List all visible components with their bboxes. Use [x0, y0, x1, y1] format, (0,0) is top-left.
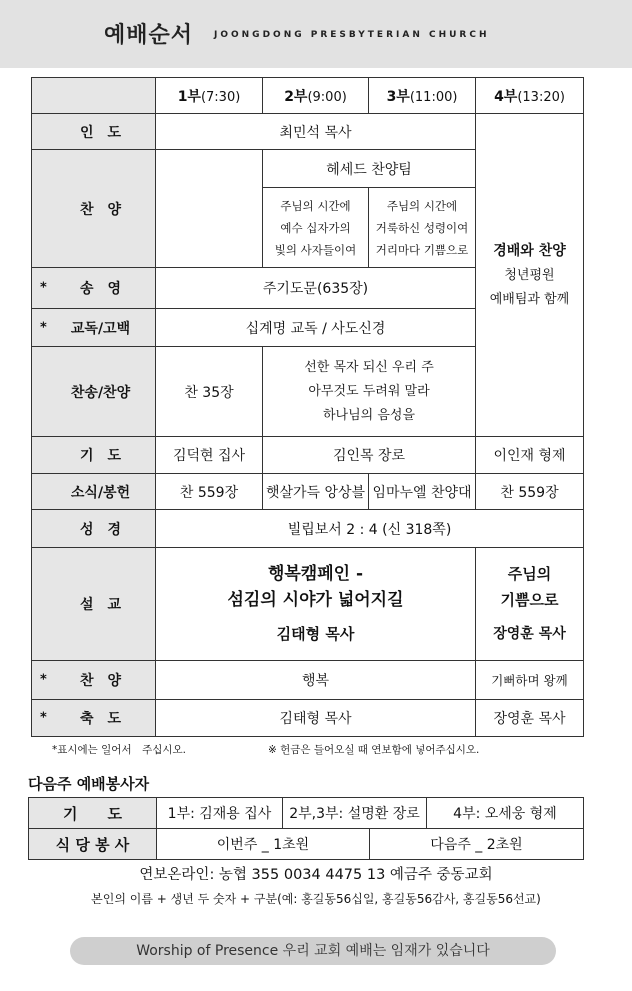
online-offering-info: 연보온라인: 농협 355 0034 4475 13 예금주 중동교회 [139, 867, 493, 883]
prayer-4: 이인재 형제 [476, 437, 584, 474]
page-title: 예배순서 [104, 23, 194, 48]
row-sermon [32, 548, 584, 661]
next-prayer-label: 기 도 [29, 798, 157, 829]
label-doxology: * 송 영 [32, 268, 156, 309]
service-4-header: 4부(13:20) [476, 78, 584, 114]
prayer-1: 김덕현 집사 [156, 437, 263, 474]
prayer-23: 김인목 장로 [263, 437, 476, 474]
offering-2: 햇살가득 앙상블 [263, 474, 369, 510]
label-benediction: * 축 도 [32, 700, 156, 737]
stand-note: *표시에는 일어서 주십시오. [52, 744, 186, 756]
scripture-value: 빌립보서 2 : 4 (신 318쪽) [156, 510, 584, 548]
benediction-4: 장영훈 목사 [476, 700, 584, 737]
offering-note: ※ 헌금은 들어오실 때 연보함에 넣어주십시오. [268, 744, 480, 756]
offering-4: 찬 559장 [476, 474, 584, 510]
sermon-main: 행복캠페인 - 섬김의 시야가 넓어지길 김태형 목사 [156, 548, 476, 661]
praise-3-songs: 주님의 시간에 거룩하신 성령이여 거리마다 기쁨으로 [369, 188, 476, 268]
label-praise2: * 찬 양 [32, 661, 156, 700]
creed-value: 십계명 교독 / 사도신경 [156, 309, 476, 347]
service-1-header: 1부(7:30) [156, 78, 263, 114]
kitchen-label: 식 당 봉 사 [29, 829, 157, 860]
footer-banner: Worship of Presence 우리 교회 예배는 임재가 있습니다 [70, 937, 556, 965]
offering-3: 임마누엘 찬양대 [369, 474, 476, 510]
label-sermon: 설 교 [32, 548, 156, 661]
next-kitchen-row [29, 829, 584, 860]
label-praise: 찬 양 [32, 150, 156, 268]
doxology-value: 주기도문(635장) [156, 268, 476, 309]
worship-order-table [31, 77, 584, 737]
label-lead: 인 도 [32, 114, 156, 150]
church-name: JOONGDONG PRESBYTERIAN CHURCH [214, 30, 490, 40]
next-prayer-row [29, 798, 584, 829]
row-prayer [32, 437, 584, 474]
kitchen-this-week: 이번주 _ 1초원 [157, 829, 370, 860]
benediction-main: 김태형 목사 [156, 700, 476, 737]
header-bar [0, 0, 632, 68]
next-week-table [28, 797, 584, 860]
offering-guide: 본인의 이름 + 생년 두 숫자 + 구분(예: 홍길동56십일, 홍길동56감사, 홍길동56선교) [91, 892, 541, 906]
lead-value: 최민석 목사 [156, 114, 476, 150]
next-prayer-23: 2부,3부: 설명환 장로 [283, 798, 427, 829]
label-scripture: 성 경 [32, 510, 156, 548]
row-offering [32, 474, 584, 510]
next-prayer-1: 1부: 김재용 집사 [157, 798, 283, 829]
service-header-row [32, 78, 584, 114]
praise2-main: 행복 [156, 661, 476, 700]
offering-1: 찬 559장 [156, 474, 263, 510]
row-benediction [32, 700, 584, 737]
sermon-4: 주님의 기쁨으로 장영훈 목사 [476, 548, 584, 661]
hymn-23: 선한 목자 되신 우리 주 아무것도 두려워 말라 하나님의 음성을 [263, 347, 476, 437]
service-2-header: 2부(9:00) [263, 78, 369, 114]
service-3-header: 3부(11:00) [369, 78, 476, 114]
row-praise2 [32, 661, 584, 700]
label-hymn: 찬송/찬양 [32, 347, 156, 437]
next-week-title: 다음주 예배봉사자 [28, 775, 150, 793]
fourth-service-worship: 경배와 찬양 청년평원 예배팀과 함께 [476, 114, 584, 437]
corner-cell [32, 78, 156, 114]
next-prayer-4: 4부: 오세웅 형제 [427, 798, 584, 829]
praise2-4: 기뻐하며 왕께 [476, 661, 584, 700]
praise-2-songs: 주님의 시간에 예수 십자가의 빛의 사자들이여 [263, 188, 369, 268]
label-prayer: 기 도 [32, 437, 156, 474]
praise-1-empty [156, 150, 263, 268]
row-scripture [32, 510, 584, 548]
label-creed: * 교독/고백 [32, 309, 156, 347]
kitchen-next-week: 다음주 _ 2초원 [370, 829, 584, 860]
hymn-1: 찬 35장 [156, 347, 263, 437]
label-offering: 소식/봉헌 [32, 474, 156, 510]
row-lead [32, 114, 584, 150]
praise-team: 헤세드 찬양팀 [263, 150, 476, 188]
